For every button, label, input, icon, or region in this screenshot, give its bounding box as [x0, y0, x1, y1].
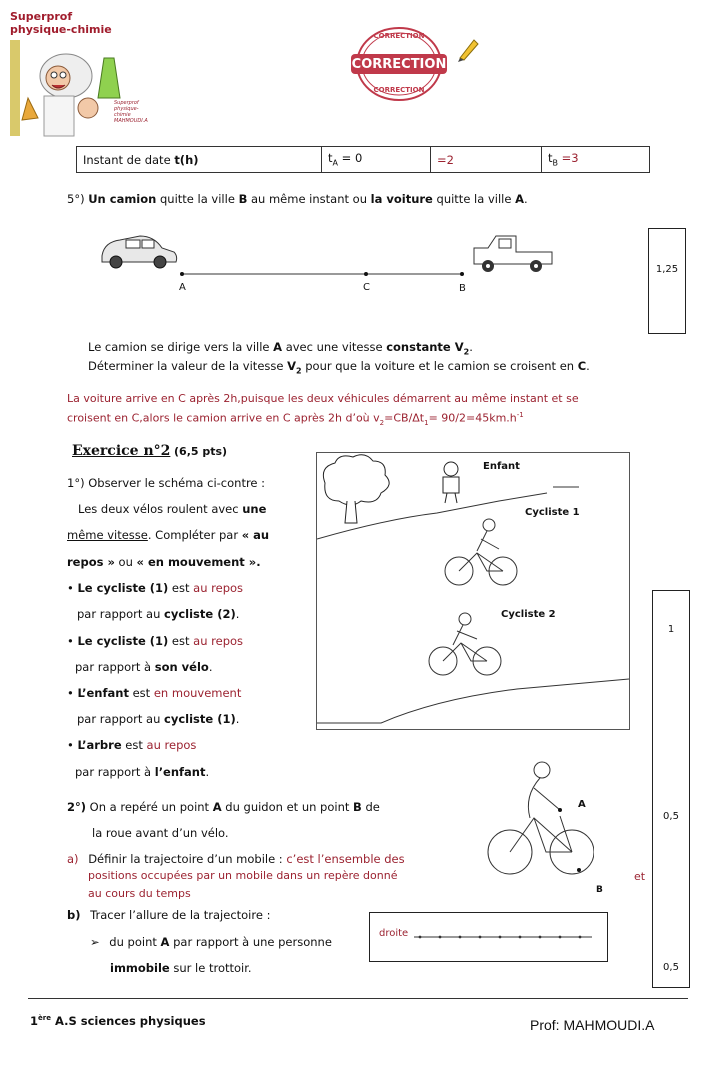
time-cell-tb: $t_B =3$ — [542, 147, 650, 173]
child-icon — [443, 462, 459, 503]
brand-subtitle: physique-chimie — [10, 23, 112, 36]
trajectory-line — [370, 913, 607, 961]
point-a — [180, 272, 184, 276]
q2-line2: la roue avant d’un vélo. — [92, 826, 229, 840]
exercise2-points: (6,5 pts) — [174, 445, 228, 458]
point-b — [460, 272, 464, 276]
item-1: • Le cycliste (1) est au repos — [67, 581, 244, 595]
cyclists-figure — [316, 452, 630, 730]
qb-line2: immobile sur le trottoir. — [110, 961, 252, 975]
q1-statement: 1°) Observer le schéma ci-contre : — [67, 476, 266, 490]
tree-icon — [323, 455, 389, 523]
time-cell-ta: $t_A = 0$ — [322, 147, 431, 173]
item-1-ref: par rapport au cycliste (2). — [77, 607, 240, 621]
q5-statement: 5°) Un camion quitte la ville B au même instant ou la voiture quitte la ville A. — [67, 192, 528, 206]
q1-line-b: même vitesse. Compléter par « au — [67, 528, 270, 542]
item-4-ref: par rapport à l’enfant. — [75, 765, 210, 779]
car-icon — [102, 236, 177, 268]
arrow-icon: ➢ — [90, 935, 100, 949]
score-q2b: 0,5 — [663, 962, 679, 973]
q5-answer-line1: La voiture arrive en C après 2h,puisque les deux véhicules démarrent au même instant et se — [67, 392, 579, 405]
brand-small-3: MAHMOUDI.A — [114, 118, 148, 124]
cyclist-1-icon — [445, 519, 517, 585]
exercise2-heading — [72, 443, 227, 459]
q2-statement: 2°) On a repéré un point A du guidon et un point B de — [67, 800, 380, 814]
label-a: A — [179, 282, 186, 293]
label-enfant: Enfant — [483, 461, 520, 472]
q1-line-a: Les deux vélos roulent avec une — [78, 502, 267, 516]
brand-small-1: Superprof — [114, 100, 139, 106]
time-table — [76, 146, 650, 173]
item-3-ref: par rapport au cycliste (1). — [77, 712, 240, 726]
time-cell-tc: =2 — [431, 147, 542, 173]
qb-line1: ➢ du point A par rapport à une personne — [90, 935, 332, 949]
q5-diagram — [96, 226, 566, 296]
point-c — [364, 272, 368, 276]
score-q1: 1 — [667, 624, 675, 635]
brand-name: Superprof — [10, 10, 73, 23]
item-4: • L’arbre est au repos — [67, 738, 197, 752]
brand-logo — [8, 8, 148, 138]
footer-author: Prof: MAHMOUDI.A — [530, 1017, 655, 1033]
correction-stamp — [349, 24, 449, 104]
bike-point-a: A — [578, 799, 586, 810]
trajectory-box — [369, 912, 608, 962]
stamp-main-text: CORRECTION — [351, 57, 447, 72]
cyclists-drawing — [317, 453, 629, 729]
exercise2-title: Exercice n°2 — [72, 443, 171, 459]
score-q2a: 0,5 — [663, 811, 679, 822]
label-b: B — [459, 283, 466, 294]
brand-small-2: physique-chimie — [114, 106, 139, 118]
label-c: C — [363, 282, 370, 293]
score-box-ex2 — [652, 590, 690, 988]
item-3: • L’enfant est en mouvement — [67, 686, 242, 700]
item-2: • Le cycliste (1) est au repos — [67, 634, 244, 648]
bicycle-figure — [484, 754, 594, 884]
label-cycliste-1: Cycliste 1 — [525, 507, 580, 518]
item-2-ref: par rapport à son vélo. — [75, 660, 213, 674]
footer-class: 1ère A.S sciences physiques — [30, 1014, 206, 1028]
q5-answer-line2: croisent en C,alors le camion arrive en C après 2h d’où $v_2=CB/\Delta t_1= 90/2=45km.h^{-1}$ — [67, 411, 524, 427]
cyclist-2-icon — [429, 613, 501, 675]
q5-line2: Déterminer la valeur de la vitesse $V_2$ pour que la voiture et le camion se croisent en C. — [88, 359, 590, 376]
qb-statement: b) Tracer l’allure de la trajectoire : — [67, 908, 271, 922]
qa-answer-line2: positions occupées par un mobile dans un repère donné — [88, 869, 398, 882]
bike-point-b: B — [596, 885, 603, 895]
pencil-icon — [456, 34, 480, 62]
q1-line-c: repos » ou « en mouvement ». — [67, 555, 261, 569]
time-table-label: Instant de date t(h) — [77, 147, 322, 173]
footer-divider — [28, 998, 688, 999]
stamp-bottom-text: CORRECTION — [373, 86, 425, 94]
score-q5: 1,25 — [655, 264, 679, 275]
truck-icon — [474, 236, 552, 272]
trajectory-label: droite — [379, 928, 409, 939]
qa-answer-line3: au cours du temps — [88, 887, 191, 900]
q5-line1: Le camion se dirige vers la ville A avec une vitesse constante $V_2$. — [88, 340, 473, 357]
qa-definition: a) Définir la trajectoire d’un mobile : c’est l’ensemble des — [67, 852, 405, 866]
score-box-q5 — [648, 228, 686, 334]
label-cycliste-2: Cycliste 2 — [501, 609, 556, 620]
qa-et: et — [634, 870, 646, 883]
stamp-top-text: CORRECTION — [373, 32, 425, 40]
